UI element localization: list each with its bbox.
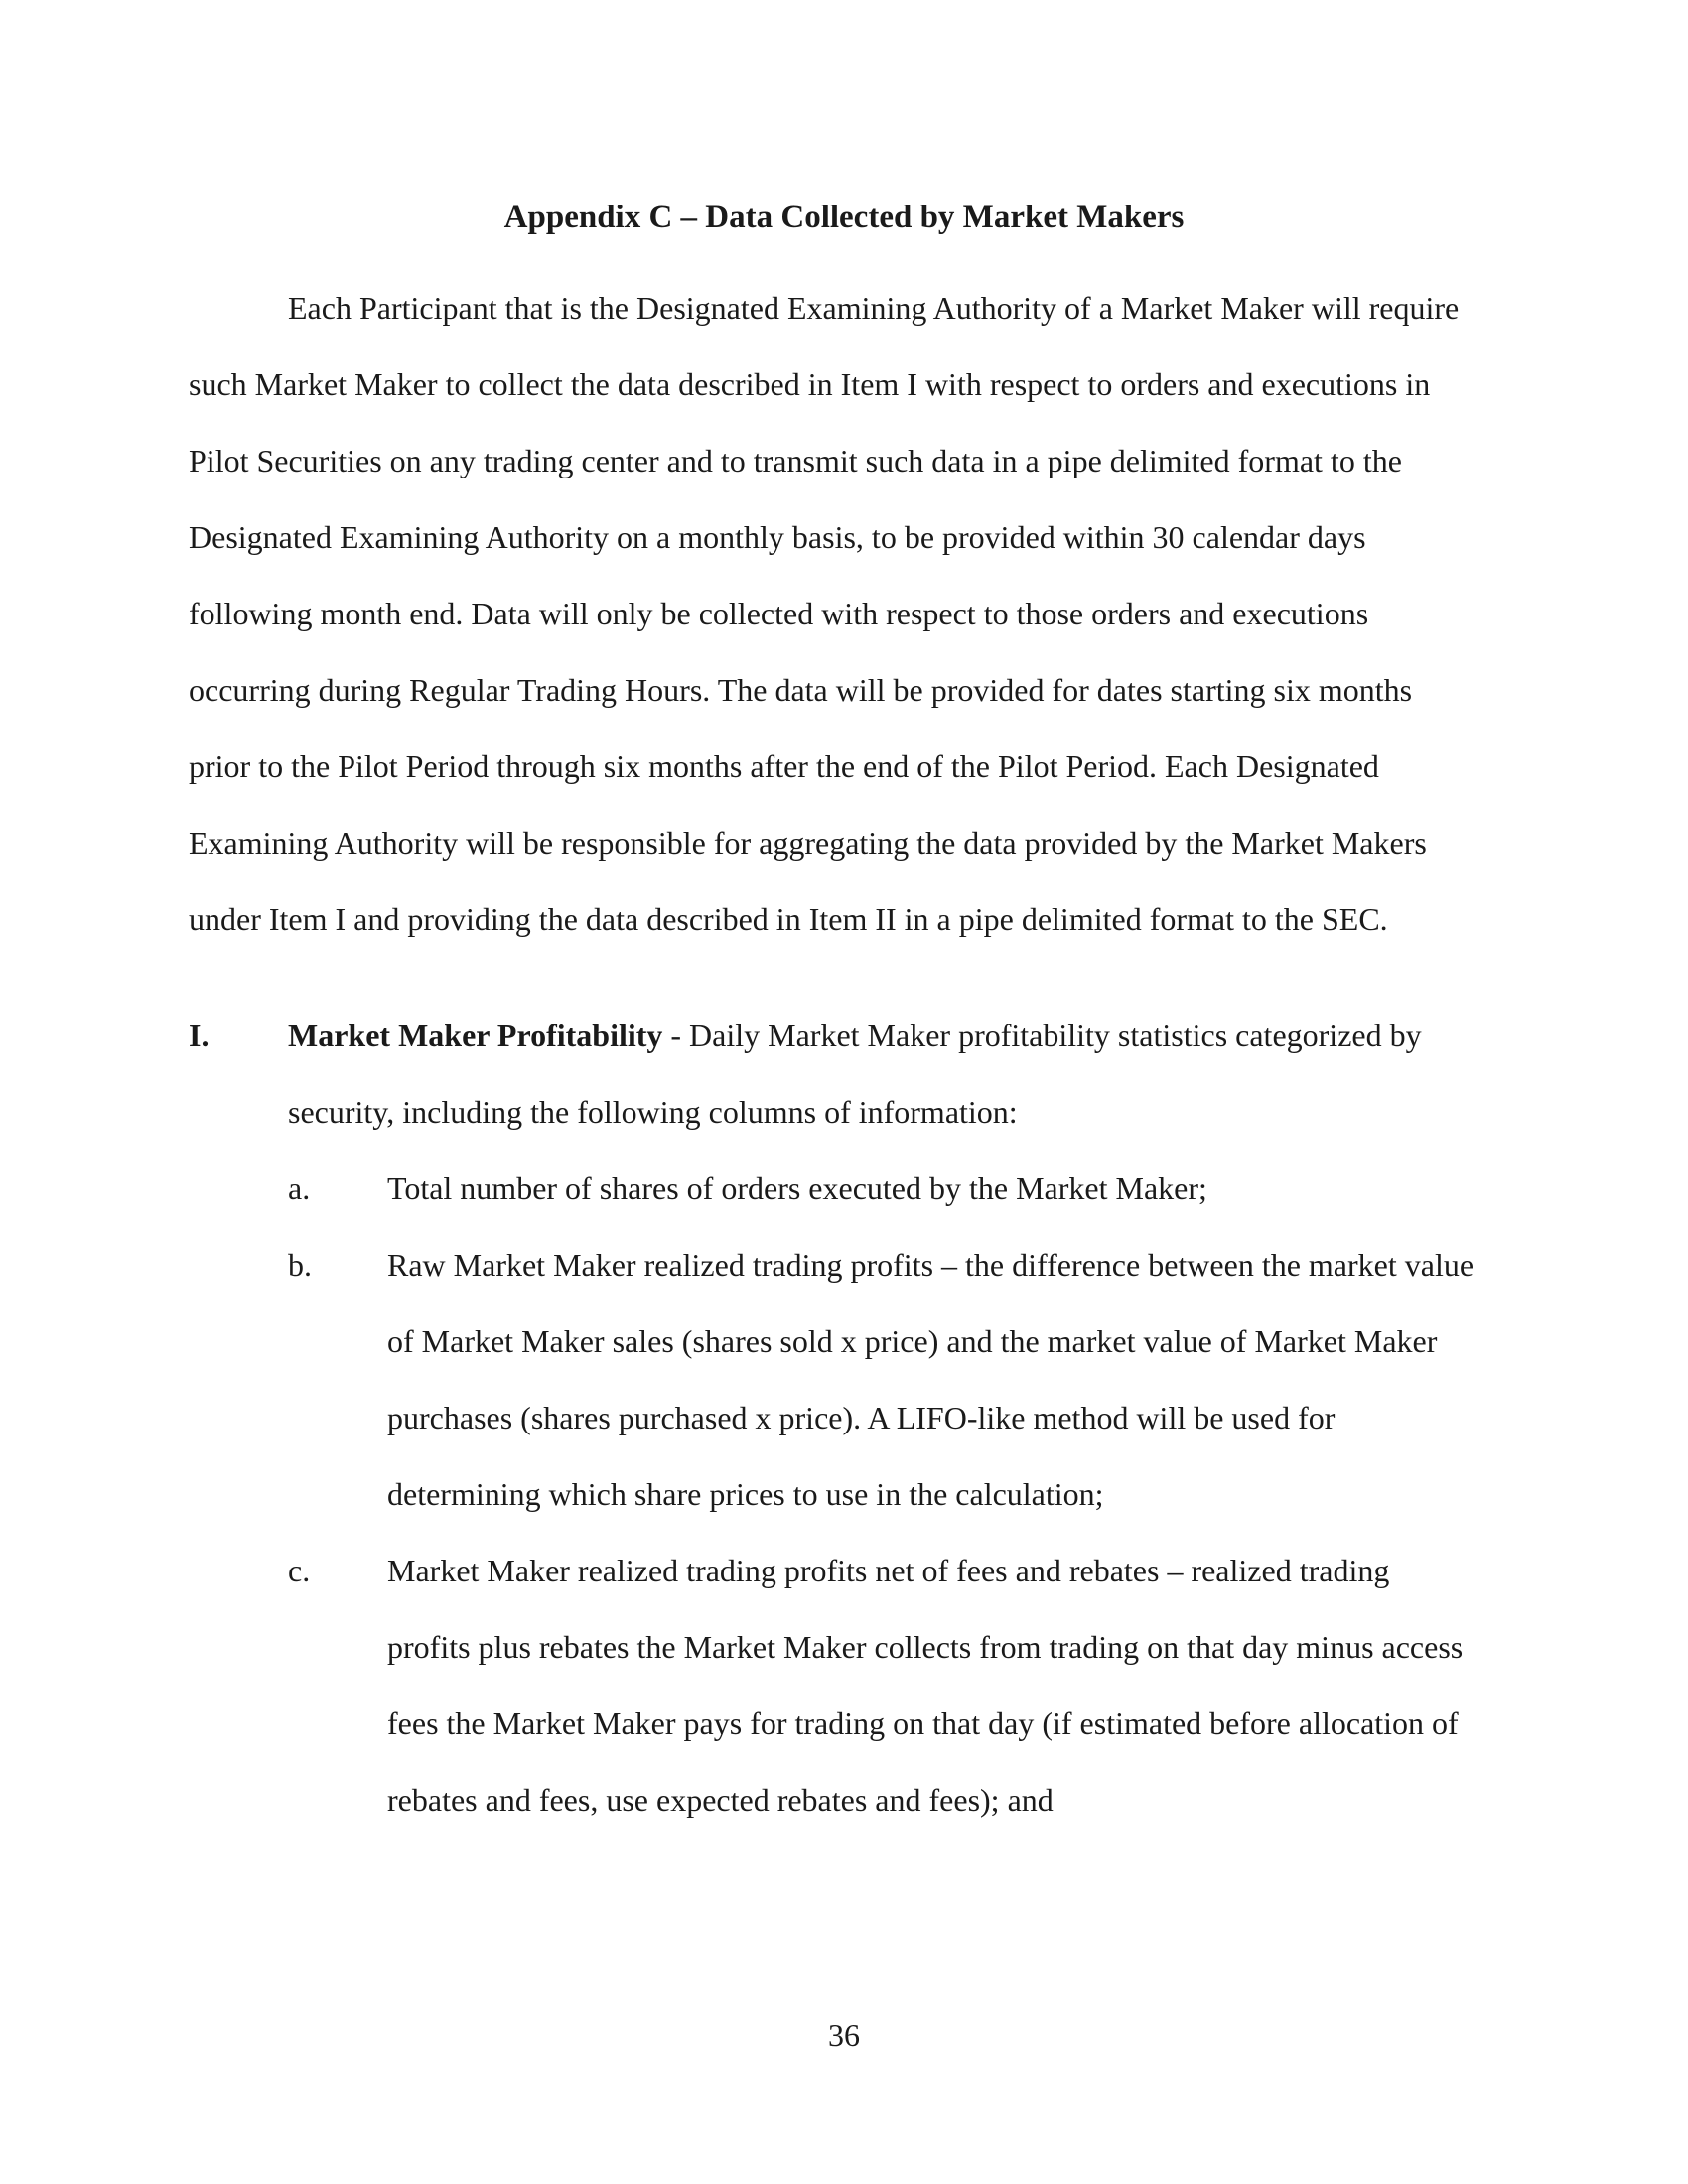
- section-i: [189, 998, 1479, 1839]
- list-item: [189, 1227, 1479, 1533]
- item-letter: a.: [288, 1170, 311, 1206]
- list-item: [189, 1533, 1479, 1839]
- section-item-list: [189, 1151, 1479, 1839]
- page-title: Appendix C – Data Collected by Market Makers: [503, 200, 1185, 235]
- item-text: Market Maker realized trading profits net of fees and rebates – realized trading profits plus rebates the Market Maker collects from trading on that day minus access fees the Market Maker pays for trading on that day (if estimated before allocation of rebates and fees, use expected rebates and fees); and: [387, 1553, 1464, 1818]
- item-text: Raw Market Maker realized trading profits – the difference between the market value of Market Maker sales (shares sold x price) and the market value of Market Maker purchases (shares purchased x price). A LIFO-like method will be used for determining which share prices to use in the calculation;: [387, 1247, 1475, 1512]
- section-text: - Daily Market Maker profitability statistics categorized by security, including the following columns of information:: [288, 1018, 1422, 1130]
- section-description: [288, 998, 1479, 1151]
- page-number: 36: [828, 2017, 860, 2053]
- section-heading: Market Maker Profitability: [288, 1018, 663, 1053]
- item-letter: b.: [288, 1247, 312, 1283]
- section-header-row: [189, 998, 1479, 1151]
- list-item: [189, 1151, 1479, 1227]
- item-letter: c.: [288, 1553, 311, 1588]
- section-number: I.: [189, 1018, 210, 1053]
- intro-paragraph: Each Participant that is the Designated Examining Authority of a Market Maker will require such Market Maker to collect the data described in Item I with respect to orders and executions in Pilot Securities on any trading center and to transmit such data in a pipe delimited format to the Designated Examining Authority on a monthly basis, to be provided within 30 calendar days following month end. Data will only be collected with respect to those orders and executions occurring during Regular Trading Hours. The data will be provided for dates starting six months prior to the Pilot Period through six months after the end of the Pilot Period. Each Designated Examining Authority will be responsible for aggregating the data provided by the Market Makers under Item I and providing the data described in Item II in a pipe delimited format to the SEC.: [189, 290, 1460, 937]
- item-text: Total number of shares of orders executed by the Market Maker;: [387, 1170, 1207, 1206]
